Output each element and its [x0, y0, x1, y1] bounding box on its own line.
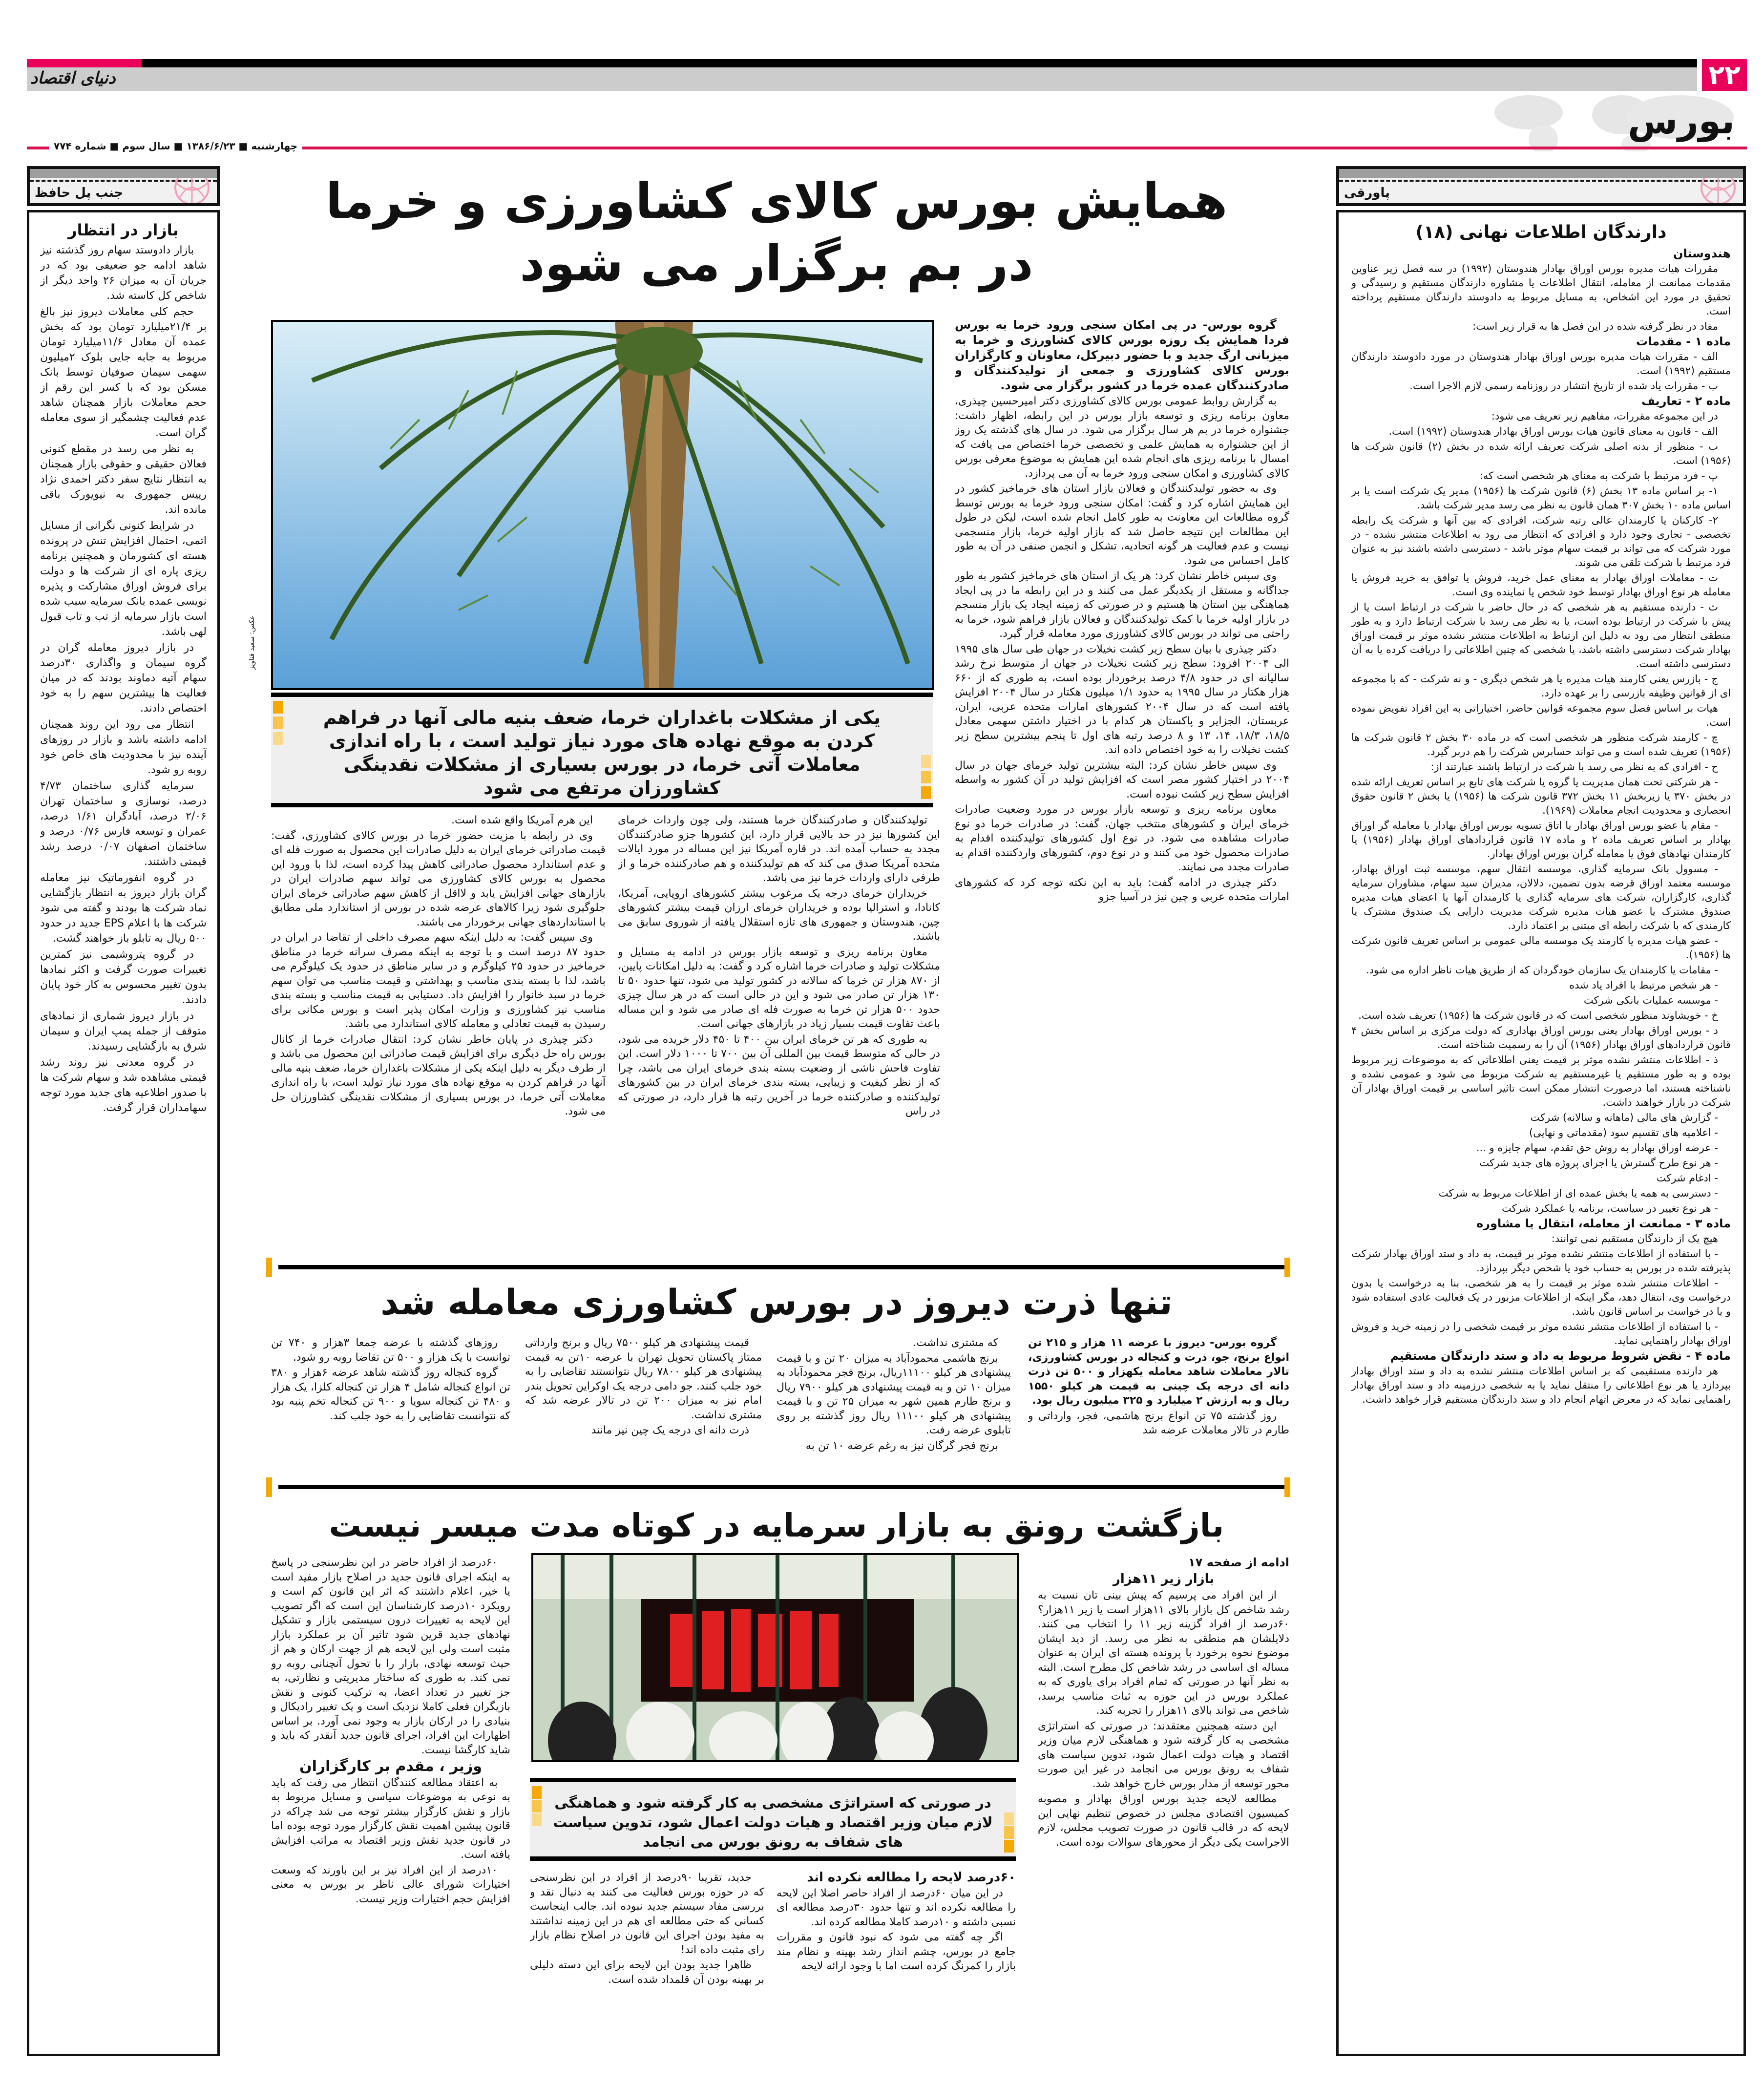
paragraph: در گروه پتروشیمی نیز کمترین تغییرات صورت گرفت و اکثر نمادها بدون تغییر محسوس به کار خود پایان دادند. — [40, 948, 207, 1006]
paragraph: در بازار دیروز معامله گران در گروه سیمان و واگذاری ۳۰درصد سهام آتیه دماوند بودند که در میان فعالیت ها بیشترین سهم را به خود اختصاص دادند. — [40, 642, 207, 715]
section-title: بورس — [1628, 100, 1735, 142]
paragraph: اگر چه گفته می شود که نبود قانون و مقررات جامع در بورس، چشم انداز رشد بهینه و نظام مند بازار را کمرنگ کرده است اما با وجود ارائه لایحه — [777, 1931, 1016, 1972]
paragraph: وی در رابطه با مزیت حضور خرما در بورس کالای کشاورزی، گفت: قیمت صادراتی خرمای ایران به دلیل صادرات این محصول به صورت فله ای و عدم استاندارد محصول صادراتی کاهش پیدا کرده است، لذا با ورود این محصول به بورس کالای کشاورزی می تواند سهم صادرات ایران در بازارهای جهانی افزایش یابد و لااقل از کاهش سهم صادراتی خرمای ایران جلوگیری شود زیرا کالاهای عرضه شده در بورس از استاندارد ملی مطابق با استانداردهای جهانی برخوردار می باشند. — [271, 829, 606, 928]
paragraph: - با استفاده از اطلاعات منتشر نشده موثر بر قیمت شخصی را در زمینه خرید و فروش اوراق بهادار راهنمایی نماید. — [1351, 1321, 1731, 1347]
paragraph: به طوری که هر تن خرمای ایران بین ۴۰۰ تا ۴۵۰ دلار خریده می شود، در حالی که متوسط قیمت بین المللی آن بین ۷۰۰ تا ۱۰۰۰ دلار است. این تفاوت فاحش ناشی از وضعیت بسته بندی خرمای ایران می باشد، چرا که از نظر کیفیت و زیبایی، بسته بندی خرمای ایران در بین کشورهای تولیدکننده و صادرکننده خرما در آخرین رتبه ها قرار دارد، در صورتی که در راس — [618, 1033, 940, 1117]
paragraph: - با استفاده از اطلاعات منتشر نشده موثر بر قیمت، به داد و ستد اوراق بهادار شرکت پذیرفته شده در بورس به حساب خود یا شخص دیگر بپردازد. — [1351, 1248, 1731, 1274]
sidebar-subheading: ماده ۳ - ممانعت از معامله، انتقال یا مشاوره — [1476, 1217, 1731, 1230]
paragraph: به گزارش روابط عمومی بورس کالای کشاورزی دکتر امیرحسین چیذری، معاون برنامه ریزی و توسعه بازار بورس در این رابطه، اظهار داشت: جشنواره خرما در بم هر سال برگزار می شود. در سال های گذشته یک روز از این جشنواره به همایش علمی و تخصصی خرما اختصاص می یافت که امسال با برنامه ریزی های انجام شده این همایش به موضوع معرفی بورس کالای کشاورزی و امکان سنجی ورود خرما به آن می پردازد. — [955, 395, 1289, 480]
main-headline-line1: همایش بورس کالای کشاورزی و خرما — [325, 172, 1228, 230]
main-pullquote: یکی از مشکلات باغداران خرما، ضعف بنیه مالی آنها در فراهم کردن به موقع نهاده های مورد نیاز تولید است ، با راه اندازی معاملات آتی خرما، در بورس بسیاری از مشکلات نقدینگی کشاورزان مرتفع می شود — [323, 707, 881, 799]
paragraph: تولیدکنندگان و صادرکنندگان خرما هستند، ولی چون واردات خرمای این کشورها نیز در حد بالایی قرار دارد، این کشورها جزو صادرکنندگان مجدد به حساب آمده اند. در قاره آمریکا نیز این مساله در مورد ایالات متحده آمریکا صدق می کند که هم تولیدکننده و هم صادرکننده خرما و از طرفی دارای واردات خرما نیز می باشد. — [618, 814, 940, 884]
paragraph: ۲- کارکنان یا کارمندان عالی رتبه شرکت، افرادی که بین آنها و شرکت یک رابطه تخصصی - تجاری وجود دارد و افرادی که انتظار می رود به اطلاعات منتشر نشده - در مورد شرکت که می تواند بر قیمت سهام موثر باشد - دسترسی داشته باشند نیز به عنوان فرد مرتبط با شرکت تلقی می شوند. — [1351, 514, 1731, 569]
paragraph: ث - دارنده مستقیم به هر شخصی که در حال حاضر با شرکت در ارتباط است یا از پیش با شرکت در ارتباط بوده است، یا به نظر می رسد با شرکت ارتباط دارد و به طور منطقی انتظار می رود به دلیل این ارتباط به اطلاعات منتشر نشده موثر بر قیمت اوراق بهادار شرکت دسترسی داشته باشد، یا شخصی که چنین اطلاعاتی را دریافت کرده یا به آن دسترسی داشته است. — [1351, 601, 1731, 670]
article2-column-1 — [1028, 1336, 1289, 1477]
article3-column-mid-right — [777, 1871, 1016, 2054]
left-sidebar-header — [27, 166, 220, 206]
paragraph: ح - افرادی که به نظر می رسد با شرکت در ارتباط باشند عبارتند از: — [1430, 761, 1718, 773]
article3-column-mid-left — [530, 1871, 764, 2054]
divider — [278, 1265, 1284, 1269]
paragraph: در این میان ۶۰درصد از افراد حاضر اصلا این لایحه را مطالعه نکرده اند و تنها حدود ۳۰درصد مطالعه ای نسبی داشته و ۱۰درصد کاملا مطالعه کرده اند. — [777, 1887, 1016, 1928]
article3-column-left — [271, 1556, 510, 2054]
paragraph: چ - کارمند شرکت منظور هر شخصی است که در ماده ۳۰ بخش ۲ قانون شرکت ها (۱۹۵۶) تعریف شده است و می تواند حسابرس شرکت را هم دربر گیرد. — [1351, 732, 1731, 758]
right-sidebar-text — [1351, 218, 1731, 2049]
paragraph: - هر شخص مرتبط با افراد یاد شده — [1569, 979, 1718, 991]
paragraph: بازار دادوستد سهام روز گذشته نیز شاهد ادامه جو ضعیفی بود که در جریان آن به میزان ۲۶ واحد دیگر از شاخص کل کاسته شد. — [40, 244, 207, 302]
paragraph: ۱۰درصد از این افراد نیز بر این باورند که وسعت اختیارات شورای عالی ناظر بر بورس به معنی افزایش حجم اختیارات وزیر نیست. — [271, 1864, 510, 1905]
paragraph: ب - منظور از بدنه اصلی شرکت تعریف ارائه شده در بخش (۲) قانون شرکت ها (۱۹۵۶) است. — [1351, 441, 1731, 466]
page-number-text: ۲۲ — [1708, 60, 1741, 90]
paragraph: - مقام یا عضو بورس اوراق بهادار یا اتاق تسویه بورس اوراق بهادار یا معامله گر اوراق بهادار بر اساس تعریف ماده ۲ و ماده ۱۷ قانون قراردادهای اوراق بهادار (۱۹۵۶) یا کارمندان نهادهای فوق یا معامله گران بورس اوراق بهادار. — [1351, 820, 1731, 860]
paragraph: حجم کلی معاملات دیروز نیز بالغ بر ۲۱/۴میلیارد تومان بود که بخش عمده آن معادل ۱۱/۶میلیارد تومان مربوط به جابه جایی بلوک ۲میلیون سهمی سیمان صوفیان توسط بانک مسکن بود که با کسر این رقم از حجم معاملات بازار همچنان شاهد عدم فعالیت چشمگیر از سوی معامله گران است. — [40, 306, 207, 439]
paragraph: ب - مقررات یاد شده از تاریخ انتشار در روزنامه رسمی لازم الاجرا است. — [1409, 380, 1718, 392]
article3-subhead: ۶۰درصد لایحه را مطالعه نکرده اند — [807, 1871, 1016, 1885]
paragraph: روزهای گذشته با عرضه جمعا ۳هزار و ۷۴۰ تن توانست با یک هزار و ۵۰۰ تن تقاضا روبه رو شود. — [271, 1337, 510, 1364]
article2-lead: گروه بورس- دیروز با عرضه ۱۱ هزار و ۲۱۵ تن انواع برنج، جو، ذرت و کنجاله در بورس کشاورزی، تالار معاملات شاهد معامله یکهزار و ۵۰۰ تن ذرت دانه ای درجه یک چینی به قیمت هر کیلو ۱۵۵۰ ریال و به ارزش ۲ میلیارد و ۳۲۵ میلیون ریال بود. — [1028, 1337, 1289, 1407]
divider-tick — [1284, 1477, 1290, 1497]
header-black-bar — [27, 59, 1697, 67]
stock-exchange-photo — [531, 1553, 1019, 1762]
paragraph: - ادغام شرکت — [1656, 1172, 1718, 1184]
paragraph: مطالعه لایحه جدید بورس اوراق بهادار و مصوبه کمیسیون اقتصادی مجلس در خصوص تنظیم نهایی این لایحه که در قالب قانون در صورت تصویب مجلس، لازم الاجراست یکی دیگر از محورهای سوالات بوده است. — [1038, 1793, 1289, 1849]
paragraph: ت - معاملات اوراق بهادار به معنای عمل خرید، فروش یا توافق به خرید فروش یا معامله هر نوع اوراق بهادار توسط خود شخص یا نماینده وی است. — [1351, 572, 1731, 598]
right-sidebar-column — [1336, 210, 1746, 2056]
paragraph: سرمایه گذاری ساختمان ۴/۷۳ درصد، نوسازی و ساختمان تهران ۲/۰۶ درصد، آبادگران ۱/۶۱ درصد، عمران و توسعه فارس ۰/۷۶ درصد و ساختمان اصفهان ۰/۰۷ درصد رشد قیمتی داشتند. — [40, 780, 207, 868]
paragraph: وی سپس خاطر نشان کرد: هر یک از استان های خرماخیز کشور به طور جداگانه و مستقل از یکدیگر عمل می کنند و در این رابطه ما در پی ایجاد هماهنگی بین استان ها هستیم و در صورتی که زمینه ایجاد یک بازار منسجم در بازار اولیه خرما با کمک تولیدکنندگان و فعالان بازار فراهم شود، خرما به راحتی می تواند در بورس کالای کشاورزی مورد معامله قرار گیرد. — [955, 570, 1289, 640]
paragraph: در گروه انفورماتیک نیز معامله گران بازار دیروز به انتظار بازگشایی نماد شرکت ها بودند و گفته می شود شرکت ها با اعلام EPS جدید در حدود ۵۰۰ ریال به تابلو باز خواهند گشت. — [40, 872, 207, 945]
dateline-date: ۱۳۸۶/۶/۲۳ — [186, 140, 235, 152]
sidebar-subheading: ماده ۱ - مقدمات — [1636, 335, 1731, 348]
divider-tick — [266, 1258, 272, 1277]
paragraph: وی به حضور تولیدکنندگان و فعالان بازار استان های خرماخیز کشور در این همایش اشاره کرد و گفت: امکان سنجی ورود خرما به بورس توسط گروه مطالعات این معاونت به طور کامل انجام شده است، لیکن در طول این مطالعات این نتیجه حاصل شد که بازار اولیه خرما، بازار منسجمی نیست و عدم فعالیت هر گونه اتحادیه، تشکل و انجمن صنفی در آن به طور کامل احساس می شود. — [955, 483, 1289, 567]
header-accent-block — [27, 59, 142, 67]
sidebar-subheading: ماده ۴ - نقض شروط مربوط به داد و ستد دارندگان مستقیم — [1390, 1349, 1731, 1363]
article2-column-2 — [777, 1336, 1011, 1477]
left-sidebar-column — [27, 210, 220, 2056]
paragraph: هیات بر اساس فصل سوم مجموعه قوانین حاضر، اختیاراتی به این افراد تفویض نموده است. — [1351, 702, 1731, 728]
main-pullquote-box — [271, 693, 933, 807]
paragraph: برنج هاشمی محمودآباد به میزان ۲۰ تن و با قیمت پیشنهادی هر کیلو ۱۱۱۰۰ریال، برنج فجر محمودآباد به میزان ۱۰ تن و به قیمت پیشنهادی هر کیلو ۷۹۰۰ ریال و برنج طارم همین شهر به میزان ۲۵ تن و با قیمت پیشنهادی هر کیلو ۱۱۱۰۰ ریال روز گذشته بر روی تابلوی عرضه رفت. — [777, 1352, 1011, 1436]
main-article-lead: گروه بورس- در پی امکان سنجی ورود خرما به بورس فردا همایش یک روزه بورس کالای کشاورزی و خرما به میزبانی ارگ جدید و با حضور دبیرکل، معاونان و کارگزاران بورس کالای کشاورزی و جمعی از تولیدکنندگان و صادرکنندگان عمده خرما در کشور برگزار می شود. — [955, 318, 1289, 392]
dateline-issue: شماره ۷۷۴ — [54, 140, 106, 152]
paragraph: این دسته همچنین معتقدند: در صورتی که استراتژی مشخصی به کار گرفته شود و هماهنگی لازم میان وزیر اقتصاد و هیات دولت اعمال شود، تدوین سیاست های شفاف به رونق بورس می انجامد در غیر این صورت محور توسعه از مدار بورس خارج خواهد شد. — [1038, 1720, 1289, 1790]
globe-icon — [170, 178, 214, 203]
paragraph: در بازار دیروز شماری از نمادهای متوقف از جمله پمپ ایران و سیمان شرق به بازگشایی رسیدند. — [40, 1010, 207, 1053]
paragraph: - گزارش های مالی (ماهانه و سالانه) شرکت — [1530, 1112, 1718, 1123]
paragraph: معاون برنامه ریزی و توسعه بازار بورس در مورد وضعیت صادرات خرمای ایران و کشورهای منتخب جهان، گفت: در صادرات خرما دو نوع صادرات مشاهده می شود. در نوع اول کشورهای تولیدکننده اقدام به صادرات محصول خود می کنند و در نوع دوم، کشورهای واردکننده اقدام به صادرات مجدد می نمایند. — [955, 803, 1289, 873]
dateline: چهارشنبه ■ ۱۳۸۶/۶/۲۳ ■ سال سوم ■ شماره ۷۷۴ — [49, 140, 302, 152]
paragraph: الف - قانون به معنای قانون هیات بورس اوراق بهادار هندوستان (۱۹۹۲) است. — [1388, 425, 1718, 437]
dateline-year: سال سوم — [122, 140, 170, 152]
right-sidebar-label: پاورقی — [1344, 186, 1390, 200]
paragraph: خ - خویشاوند منظور شخصی است که در قانون شرکت ها (۱۹۵۶) تعریف شده است. — [1358, 1010, 1718, 1021]
paragraph: روز گذشته ۷۵ تن انواع برنج هاشمی، فجر، وارداتی و طارم در تالار معاملات عرضه شد — [1028, 1410, 1289, 1436]
left-sidebar-text — [40, 217, 207, 2049]
paragraph: به نظر می رسد در مقطع کنونی فعالان حقیقی و حقوقی بازار همچنان به انتظار نتایج سفر دکتر احمدی نژاد رییس جمهوری به نیویورک باقی مانده اند. — [40, 443, 207, 516]
paragraph: انتظار می رود این روند همچنان ادامه داشته باشد و بازار در روزهای آینده نیز با محدودیت های خاص خود روبه رو شود. — [40, 718, 207, 776]
paragraph: معاون برنامه ریزی و توسعه بازار بورس در ادامه به مسایل و مشکلات تولید و صادرات خرما اشاره کرد و گفت: به دلیل امکانات پایین، از ۸۷۰ هزار تن خرما که سالانه در کشور تولید می شود، تنها حدود ۵۰ تا ۱۳۰ هزار تن صادر می شود و این در حالی است که در هر سال چیزی حدود ۵۰۰ هزار تن خرما به صورت فله ای صادر می شود و این مساله باعث تفاوت قیمت بسیار زیاد در بازارهای جهانی است. — [618, 946, 940, 1030]
paragraph: - مقامات یا کارمندان یک سازمان خودگردان که از طریق هیات ناظر اداره می شود. — [1366, 964, 1718, 976]
paragraph: دکتر چیذری در ادامه گفت: باید به این نکته توجه کرد که کشورهای امارات متحده عربی و چین نیز در آسیا جزو — [955, 876, 1289, 903]
paragraph: این هرم آمریکا واقع شده است. — [451, 814, 593, 826]
paragraph: گروه کنجاله روز گذشته شاهد عرضه ۶هزار و ۳۸۰ تن انواع کنجاله شامل ۴ هزار تن کنجاله کلزا، یک هزار و ۴۸۰ تن کنجاله سویا و ۹۰۰ تن کنجاله تخم پنبه بود که نتوانست تقاضایی را به خود جلب کند. — [271, 1367, 510, 1422]
article3-column-right — [1038, 1556, 1289, 2054]
paragraph: هر دارنده مستقیمی که بر اساس اطلاعات منتشر نشده به داد و ستد اوراق بهادار بپردازد یا هر نوع اطلاعاتی را منتقل نماید یا به شخصی درزمینه داد و ستد اوراق بهادار راهنمایی نماید که در معرض اتهام انجام داد و ستد دارندگان مستقیم قرار خواهد داشت. — [1351, 1365, 1731, 1405]
article3-pullquote: در صورتی که استراتژی مشخصی به کار گرفته شود و هماهنگی لازم میان وزیر اقتصاد و هیات دولت اعمال شود، تدوین سیاست های شفاف به رونق بورس می انجامد — [553, 1794, 993, 1850]
paragraph: وی سپس خاطر نشان کرد: البته بیشترین تولید خرمای جهان در سال ۲۰۰۴ در اختیار کشور مصر است که افزایش تولید در آن کشور به واسطه افزایش سطح زیر کشت نبوده است. — [955, 759, 1289, 800]
paragraph: مقررات هیات مدیره بورس اوراق بهادار هندوستان (۱۹۹۲) در سه فصل زیر عناوین مقدمات ممانعت از معامله، انتقال اطلاعات یا مشاوره دارندگان مستقیم و رسیدگی و تحقیق در مورد این اشخاص، به مسایل مربوط به دادوستد دارندگان مستقیم پرداخته است. — [1351, 263, 1731, 317]
article3-headline: بازگشت رونق به بازار سرمایه در کوتاه مدت میسر نیست — [329, 1507, 1224, 1544]
sidebar-subheading: ماده ۲ - تعاریف — [1641, 394, 1731, 408]
article3-subhead: بازار زیر ۱۱هزار — [1113, 1571, 1215, 1586]
paragraph: - دسترسی به همه یا بخش عمده ای از اطلاعات مربوط به شرکت — [1438, 1187, 1718, 1199]
left-sidebar-label: جنب پل حافظ — [35, 186, 124, 200]
divider — [278, 1485, 1284, 1489]
paragraph: - مسوول بانک سرمایه گذاری، موسسه انتقال سهم، موسسه ثبت اوراق بهادار، موسسه معتمد اوراق قرضه بدون تضمین، دلالان، مدیران سبد سهام، مشاوران سرمایه گذاری، کارگزاران، شرکت های سرمایه گذاری یا کارمندان آنها یا اعضای هیات مدیره صندوق مشترک یا عضو هیات مدیره شرکت مدیریت دارایی یک صندوق مشترک یا کارمندی که با شرکت رابطه ای مبتنی بر اعتماد دارد. — [1351, 863, 1731, 931]
paragraph: پ - فرد مرتبط با شرکت به معنای هر شخصی است که: — [1479, 470, 1718, 482]
main-article-column-left — [271, 813, 606, 1253]
paragraph: - هر نوع تغییر در سیاست، برنامه یا عملکرد شرکت — [1502, 1202, 1718, 1214]
paragraph: - عضو هیات مدیره یا کارمند یک موسسه مالی عمومی بر اساس تعریف قانون شرکت ها (۱۹۵۶). — [1351, 935, 1731, 961]
sidebar-subheading: هندوستان — [1673, 247, 1731, 260]
paragraph: دکتر چیذری با بیان سطح زیر کشت نخیلات در جهان طی سال های ۱۹۹۵ الی ۲۰۰۴ افزود: سطح زیر کشت نخیلات در جهان از متوسط نرخ رشد سالیانه ای در حدود ۴/۸ درصد برخوردار بوده است، به طوری که از ۶۶۰ هزار هکتار در سال ۱۹۹۵ به حدود ۱/۱ میلیون هکتار در سال ۲۰۰۴ افزایش یافته است که در سال ۲۰۰۴ کشورهای امارات متحده عربی، ایران، عربستان، الجزایر و پاکستان هر کدام با در اختیار داشتن سهمی معادل ۱۸/۵، ۱۸/۳، ۱۴، ۱۳ و ۸ درصد رتبه های اول تا پنجم بیشترین سطح زیر کشت نخیلات را به خود اختصاص داده اند. — [955, 643, 1289, 756]
paragraph: که مشتری نداشت. — [913, 1337, 998, 1349]
article3-continued: ادامه از صفحه ۱۷ — [1188, 1556, 1289, 1569]
paragraph: برنج فجر گرگان نیز به رغم عرضه ۱۰ تن به — [805, 1439, 998, 1452]
paragraph: ۶۰درصد از افراد حاضر در این نظرسنجی در پاسخ به اینکه اجرای قانون جدید در اصلاح بازار مفید است یا خیر، اعلام داشتند که اثر این قانون کم است و رویکرد ۱۰درصد کارشناسان این است که اگر تصویب این لایحه به تغییرات درون سیستمی بازار و تشکیل نهادهای جدید قرین شود تاثیر آن بر عملکرد بازار مثبت است ولی این لایحه هم از جهت ارکان و هم از حیث توسعه نهادی، بازار را با تحول آنچنانی روبه رو نمی کند. به طوری که ساختار مدیریتی و نظارتی، به جز تغییر در تعداد اعضا، به ترکیب کنونی و نقش بازیگران فعلی کاملا نزدیک است و یک تغییر رادیکال و بنیادی را در ارکان بازار به وجود نمی آورد. بر اساس اظهارات این افراد، اجرای قانون جدید آنقدر که باید و شاید کارگشا نیست. — [271, 1557, 510, 1756]
paragraph: در شرایط کنونی نگرانی از مسایل اتمی، احتمال افزایش تنش در پرونده هسته ای کشورمان و همچنین برنامه ریزی پاره ای از شرکت ها و دولت برای فروش اوراق مشارکت و پذیره نویسی عمده بانک سرمایه سبب شده است بازار سرمایه از تب و تاب قبول لهی باشد. — [40, 520, 207, 638]
main-headline-line2: در بم برگزار می شود — [520, 235, 1033, 292]
page-number — [1702, 59, 1747, 91]
paragraph: - موسسه عملیات بانکی شرکت — [1583, 994, 1718, 1006]
paragraph: د - بورس اوراق بهادار یعنی بورس اوراق بهاداری که دولت مرکزی بر اساس بخش ۴ قانون قراردادهای اوراق بهادار (۱۹۵۶) آن را به رسمیت شناخته است. — [1351, 1025, 1731, 1051]
paragraph: از این افراد می پرسیم که پیش بینی تان نسبت به رشد شاخص کل بازار بالای ۱۱هزار است یا زیر ۱۱هزار؟ ۶۰درصد از افراد گزینه زیر ۱۱ را انتخاب می کنند. دلایلشان هم منطقی به نظر می رسد. از دید ایشان موضوع نحوه برخورد با پرونده هسته ای ایران به عنوان مساله ای اساسی در رشد شاخص کل مطرح است. البته به نظر آنها در صورتی که تمام افراد برای یاوری که به عملکرد بورس در این حوزه به ثبات مناسب برسد، شاخص می تواند بالای ۱۱هزار را تجربه کند. — [1038, 1589, 1289, 1717]
paragraph: هیچ یک از دارندگان مستقیم نمی توانند: — [1551, 1233, 1718, 1244]
article2-headline: تنها ذرت دیروز در بورس کشاورزی معامله شد — [380, 1282, 1173, 1323]
paragraph: در گروه معدنی نیز روند رشد قیمتی مشاهده شد و سهام شرکت ها با صدور اطلاعیه های جدید مورد توجه سهامداران قرار گرفت. — [40, 1056, 207, 1114]
paragraph: - عرضه اوراق بهادار به روش حق تقدم، سهام جایزه و ... — [1476, 1142, 1718, 1154]
main-article-column-middle — [618, 813, 940, 1253]
photo-credit: عکس: سعید قناویز — [248, 615, 256, 670]
paragraph: ۱- بر اساس ماده ۱۳ بخش (۶) قانون شرکت ها (۱۹۵۶) مدیر یک شرکت است یا بر اساس ماده ۱۰ بخش ۳۰۷ همان قانون به نظر می رسد مدیر شرکت باشد. — [1351, 485, 1731, 511]
paragraph: جدید، تقریبا ۹۰درصد از افراد در این نظرسنجی که در حوزه بورس فعالیت می کنند به دنبال نقد و بررسی مفاد سیستم جدید نبوده اند. جالب اینجاست کسانی که حتی مطالعه ای هم در این زمینه نداشتند به مفید بودن اجرای این قانون در اصلاح نظام بازار رای مثبت داده اند! — [530, 1872, 764, 1956]
right-sidebar-title: دارندگان اطلاعات نهانی (۱۸) — [1415, 222, 1667, 242]
dateline-day: چهارشنبه — [251, 140, 298, 152]
left-sidebar-title: بازار در انتظار — [68, 221, 179, 239]
paragraph: قیمت پیشنهادی هر کیلو ۷۵۰۰ ریال و برنج وارداتی ممتاز پاکستان تحویل تهران با عرضه ۱۰تن به قیمت پیشنهادی هر کیلو ۷۸۰۰ ریال نتوانستند تقاضایی را به خود جلب کنند. جو دامی درجه یک اوکراین تحویل بندر امام نیز به میزان ۲۰۰ تن در تالار عرضه شد که مشتری نداشت. — [525, 1337, 762, 1421]
newspaper-logo: دنیای اقتصاد — [30, 68, 116, 88]
paragraph: مفاد در نظر گرفته شده در این فصل ها به قرار زیر است: — [1472, 320, 1718, 332]
article2-column-3 — [525, 1336, 762, 1477]
article3-subhead: وزیر ، مقدم بر کارگزاران — [299, 1758, 482, 1775]
divider-tick — [1284, 1258, 1290, 1277]
paragraph: - اطلاعات منتشر شده موثر بر قیمت را به هر شخصی، بنا به درخواست یا بدون درخواست وی، انتقال دهد، مگر اینکه از اطلاعات مزبور در یک فعالیت عادی استفاده شود و یا در خواست بر اساس قانون باشد. — [1351, 1277, 1731, 1317]
globe-icon — [1696, 178, 1740, 203]
right-sidebar-header — [1336, 166, 1746, 206]
paragraph: دکتر چیذری در پایان خاطر نشان کرد: انتقال صادرات خرما از کانال بورس راه حل دیگری برای افزایش قیمت صادراتی این محصول می باشد و از طرف دیگر به دلیل اینکه یکی از مشکلات باغداران خرما، ضعف بنیه مالی آنها در فراهم کردن به موقع نهاده های مورد نیاز تولید است، با راه اندازی معاملات آتی خرما، در بورس بسیاری از مشکلات نقدینگی کشاورزان حل می شود. — [271, 1033, 606, 1117]
paragraph: ج - بازرس یعنی کارمند هیات مدیره یا هر شخص دیگری - و نه شرکت - که با مجموعه ای از قوانین وظیفه بازرسی را بر عهده دارد. — [1351, 673, 1731, 699]
paragraph: - هر نوع طرح گسترش یا اجرای پروژه های جدید شرکت — [1479, 1157, 1718, 1169]
paragraph: ذ - اطلاعات منتشر نشده موثر بر قیمت یعنی اطلاعاتی که به موضوعات زیر مربوط بوده و به طور مستقیم یا غیرمستقیم به شرکت مربوط می شود و عمومی نشده و ناشناخته هستند، اما درصورت انتشار ممکن است تاثیر اساسی بر قیمت اوراق بهادار آن شرکت در بازار خواهند داشت. — [1351, 1054, 1731, 1108]
paragraph: در این مجموعه مقررات، مفاهیم زیر تعریف می شود: — [1491, 410, 1718, 422]
article3-pullquote-box — [530, 1778, 1016, 1861]
paragraph: - هر شرکتی تحت همان مدیریت یا گروه یا شرکت های تابع بر اساس تعریف ارائه شده در بخش ۳۷۰ یا زیربخش ۱۱ بخش ۳۷۲ قانون شرکت ها (۱۹۵۶) یا بخش ۲ قانون حقوق انحصاری و محدودیت انجام معاملات (۱۹۶۹). — [1351, 776, 1731, 816]
paragraph: الف - مقررات هیات مدیره بورس اوراق بهادار هندوستان در مورد دادوستد دارندگان مستقیم (۱۹۹۲) است. — [1351, 351, 1731, 377]
main-article-column-right — [955, 317, 1289, 1253]
paragraph: خریداران خرمای درجه یک مرغوب بیشتر کشورهای اروپایی، آمریکا، کانادا، و استرالیا بوده و خریداران خرمای ارزان قیمت بیشتر کشورهای چین، هندوستان و جمهوری های تازه استقلال یافته از شوروی سابق می باشند. — [618, 887, 940, 943]
header-grey-band — [27, 67, 1697, 91]
palm-tree-photo — [271, 320, 934, 690]
paragraph: ظاهرا جدید بودن این لایحه برای این دسته دلیلی بر بهینه بودن آن قلمداد شده است. — [530, 1959, 764, 1986]
paragraph: - اعلامیه های تقسیم سود (مقدماتی و نهایی) — [1529, 1127, 1718, 1138]
paragraph: وی سپس گفت: به دلیل اینکه سهم مصرف داخلی از تقاضا در ایران در حدود ۸۷ درصد است و با توجه به اینکه مصرف سرانه خرما در مناطق خرماخیز در حدود ۲۵ کیلوگرم و در سایر مناطق در حدود یک کیلوگرم می باشد، لذا با بسته بندی مناسب و بهداشتی و قیمت مناسب می توان سهم خرما در سبد خانوار را افزایش داد. دستیابی به قیمت مناسب و بسته بندی مناسب نیز کشاورزی و وزارت امکان پذیر است و بورس مکانی برای رسیدن به قیمت تعادلی و معامله کالای استاندارد می باشد. — [271, 931, 606, 1030]
paragraph: ذرت دانه ای درجه یک چین نیز مانند — [591, 1424, 749, 1436]
paragraph: به اعتقاد مطالعه کنندگان انتظار می رفت که باید به نوعی به موضوعات سیاسی و مسایل مربوط به بازار و نقش کارگزار بیشتر توجه می شد چراکه در قانون پیشین اهمیت نقش کارگزار مورد توجه بوده اما در قانون جدید نقش وزیر اقتصاد به مراتب افزایش یافته است. — [271, 1776, 510, 1861]
article2-column-4 — [271, 1336, 510, 1477]
divider-tick — [266, 1477, 272, 1497]
